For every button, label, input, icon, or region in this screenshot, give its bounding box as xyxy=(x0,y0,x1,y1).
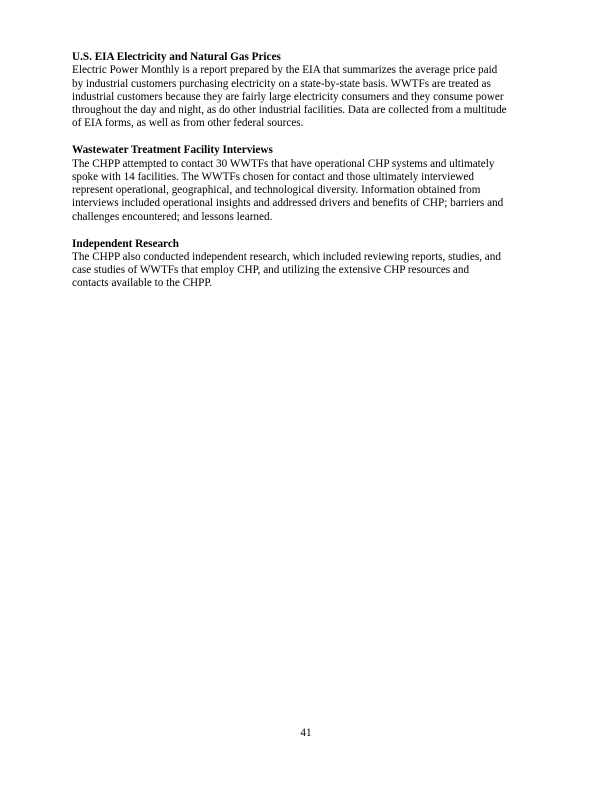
paragraph-line: Electric Power Monthly is a report prepared by the EIA that summarizes the average price paid xyxy=(72,64,498,77)
page-content xyxy=(72,51,544,304)
section-heading: U.S. EIA Electricity and Natural Gas Prices xyxy=(72,51,281,63)
section-heading: Wastewater Treatment Facility Interviews xyxy=(72,144,273,157)
paragraph-line: industrial customers because they are fairly large electricity consumers and they consume power xyxy=(72,90,504,103)
section-heading: Independent Research xyxy=(72,237,180,250)
paragraph-line: challenges encountered; and lessons learned. xyxy=(72,210,273,223)
paragraph-line: represent operational, geographical, and technological diversity. Information obtained from xyxy=(72,184,481,197)
paragraph-line: spoke with 14 facilities. The WWTFs chosen for contact and those ultimately interviewed xyxy=(72,170,474,183)
paragraph-line: interviews included operational insights and addressed drivers and benefits of CHP; barriers and xyxy=(72,197,504,210)
paragraph-line: contacts available to the CHPP. xyxy=(72,277,213,290)
paragraph-line: by industrial customers purchasing electricity on a state-by-state basis. WWTFs are treated as xyxy=(72,77,491,90)
paragraph-line: throughout the day and night, as do other industrial facilities. Data are collected from a multitude xyxy=(72,104,507,117)
section-wwtf-interviews xyxy=(72,144,544,224)
paragraph-line: of EIA forms, as well as from other federal sources. xyxy=(72,117,304,130)
paragraph-line: case studies of WWTFs that employ CHP, and utilizing the extensive CHP resources and xyxy=(72,264,470,277)
section-eia-prices xyxy=(72,51,544,131)
page-number: 41 xyxy=(300,727,312,739)
paragraph-line: The CHPP also conducted independent research, which included reviewing reports, studies, and xyxy=(72,250,501,263)
paragraph-line: The CHPP attempted to contact 30 WWTFs that have operational CHP systems and ultimately xyxy=(72,157,495,170)
section-independent-research xyxy=(72,238,544,291)
